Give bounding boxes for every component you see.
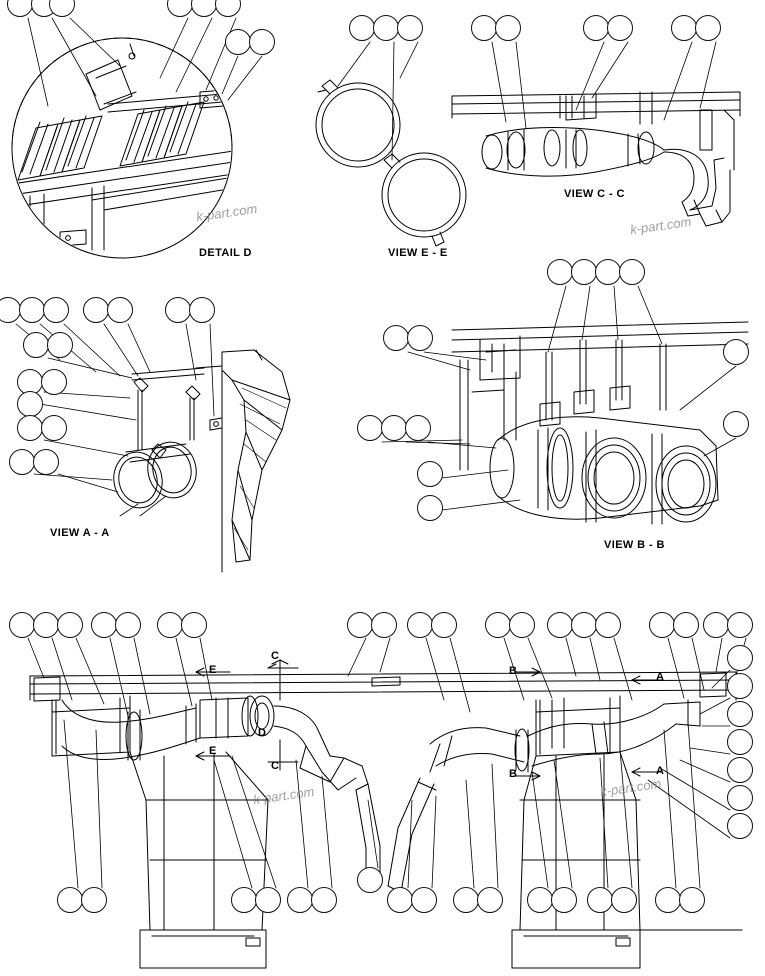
callout-bubble-main-view-18[interactable] [703,612,729,638]
callout-bubble-view-c-c-5[interactable] [695,15,721,41]
detail-d-label: DETAIL D [199,247,252,259]
callout-bubble-main-view-34[interactable] [387,887,413,913]
callout-bubble-view-b-b-2[interactable] [595,259,621,285]
section-letter-c-bottom: C [271,760,279,772]
callout-bubble-detail-d-6[interactable] [225,29,251,55]
callout-bubble-main-view-31[interactable] [287,887,313,913]
view-c-c-label: VIEW C - C [564,188,625,200]
callout-bubble-main-view-23[interactable] [727,729,753,755]
callout-bubble-main-view-37[interactable] [477,887,503,913]
section-letter-d: D [258,727,266,739]
view-e-e-label: VIEW E - E [388,247,448,259]
callout-bubble-main-view-22[interactable] [727,701,753,727]
watermark-3: k-part.com [599,775,663,800]
callout-bubble-detail-d-3[interactable] [167,0,193,17]
callout-bubble-main-view-19[interactable] [727,612,753,638]
callout-bubble-detail-d-5[interactable] [215,0,241,17]
callout-bubble-view-a-a-8[interactable] [47,332,73,358]
view-a-a-label: VIEW A - A [50,527,110,539]
callout-bubble-view-b-b-8[interactable] [381,415,407,441]
section-letter-c-top: C [271,650,279,662]
callout-bubble-main-view-21[interactable] [727,673,753,699]
callout-bubble-view-a-a-4[interactable] [107,297,133,323]
callout-bubble-view-a-a-15[interactable] [33,449,59,475]
callout-bubble-main-view-38[interactable] [527,887,553,913]
callout-bubble-main-view-26[interactable] [727,813,753,839]
callout-bubble-view-b-b-10[interactable] [723,411,749,437]
callout-bubble-main-view-29[interactable] [231,887,257,913]
callout-bubble-detail-d-0[interactable] [7,0,33,17]
callout-bubble-view-b-b-4[interactable] [383,325,409,351]
callout-bubble-view-e-e-0[interactable] [349,15,375,41]
callout-bubble-main-view-25[interactable] [727,785,753,811]
callout-bubble-main-view-14[interactable] [571,612,597,638]
callout-bubble-view-a-a-3[interactable] [83,297,109,323]
callout-bubble-main-view-20[interactable] [727,645,753,671]
section-letter-b-top: B [509,665,517,677]
callout-bubble-main-view-8[interactable] [371,612,397,638]
callout-bubble-view-c-c-2[interactable] [583,15,609,41]
callout-bubble-main-view-40[interactable] [587,887,613,913]
callout-bubble-view-a-a-6[interactable] [189,297,215,323]
callout-bubble-view-b-b-11[interactable] [417,461,443,487]
callout-bubble-view-b-b-12[interactable] [417,495,443,521]
section-letter-b-bottom: B [509,768,517,780]
callout-bubble-main-view-2[interactable] [57,612,83,638]
callout-bubble-view-c-c-3[interactable] [607,15,633,41]
callout-bubble-view-b-b-7[interactable] [357,415,383,441]
view-b-b-label: VIEW B - B [604,539,665,551]
callout-bubble-main-view-5[interactable] [157,612,183,638]
callout-bubble-main-view-9[interactable] [407,612,433,638]
callout-bubble-main-view-17[interactable] [673,612,699,638]
callout-bubble-detail-d-7[interactable] [249,29,275,55]
callout-bubble-view-a-a-5[interactable] [165,297,191,323]
callout-bubble-view-a-a-11[interactable] [17,391,43,417]
section-letter-e-bottom: E [209,745,217,757]
callout-bubble-view-a-a-7[interactable] [23,332,49,358]
callout-bubble-main-view-13[interactable] [547,612,573,638]
callout-bubble-main-view-30[interactable] [255,887,281,913]
callout-bubble-main-view-36[interactable] [453,887,479,913]
callout-bubble-main-view-16[interactable] [649,612,675,638]
callout-bubble-main-view-33[interactable] [357,867,383,893]
callout-bubble-main-view-43[interactable] [679,887,705,913]
callout-bubble-main-view-15[interactable] [595,612,621,638]
callout-bubble-main-view-32[interactable] [311,887,337,913]
callout-bubble-main-view-1[interactable] [33,612,59,638]
callout-bubble-main-view-10[interactable] [431,612,457,638]
callout-bubble-view-c-c-1[interactable] [495,15,521,41]
callout-bubble-main-view-7[interactable] [347,612,373,638]
callout-bubble-detail-d-2[interactable] [49,0,75,17]
callout-bubble-main-view-0[interactable] [9,612,35,638]
callout-bubble-view-a-a-12[interactable] [17,415,43,441]
callout-bubble-view-b-b-0[interactable] [547,259,573,285]
callout-bubble-main-view-28[interactable] [81,887,107,913]
callout-bubble-view-a-a-13[interactable] [41,415,67,441]
callout-bubble-main-view-35[interactable] [411,887,437,913]
callout-bubble-view-a-a-10[interactable] [41,369,67,395]
callout-bubble-main-view-27[interactable] [57,887,83,913]
callout-bubble-view-a-a-1[interactable] [19,297,45,323]
callout-bubble-main-view-42[interactable] [655,887,681,913]
callout-bubble-view-a-a-2[interactable] [43,297,69,323]
watermark-0: k-part.com [195,200,259,225]
callout-bubble-view-e-e-2[interactable] [397,15,423,41]
callout-bubble-main-view-41[interactable] [611,887,637,913]
callout-bubble-view-c-c-4[interactable] [671,15,697,41]
callout-bubble-main-view-6[interactable] [181,612,207,638]
callout-bubble-main-view-11[interactable] [485,612,511,638]
callout-bubble-main-view-24[interactable] [727,757,753,783]
callout-bubble-view-b-b-1[interactable] [571,259,597,285]
callout-bubble-main-view-4[interactable] [115,612,141,638]
section-letter-a-bottom: A [656,765,664,777]
section-letter-e-top: E [209,664,217,676]
watermark-2: k-part.com [252,783,316,808]
callout-bubble-view-b-b-3[interactable] [619,259,645,285]
callout-bubble-view-b-b-9[interactable] [405,415,431,441]
watermark-1: k-part.com [629,213,693,238]
callout-bubble-detail-d-4[interactable] [191,0,217,17]
callout-bubble-view-e-e-1[interactable] [373,15,399,41]
callout-bubble-main-view-3[interactable] [91,612,117,638]
callout-bubble-view-a-a-0[interactable] [0,297,21,323]
callout-bubble-view-b-b-5[interactable] [407,325,433,351]
callout-bubble-main-view-12[interactable] [509,612,535,638]
callout-bubble-view-a-a-14[interactable] [9,449,35,475]
section-letter-a-top: A [656,671,664,683]
callout-bubble-main-view-39[interactable] [551,887,577,913]
callout-bubble-view-b-b-6[interactable] [723,339,749,365]
callout-bubble-view-c-c-0[interactable] [471,15,497,41]
